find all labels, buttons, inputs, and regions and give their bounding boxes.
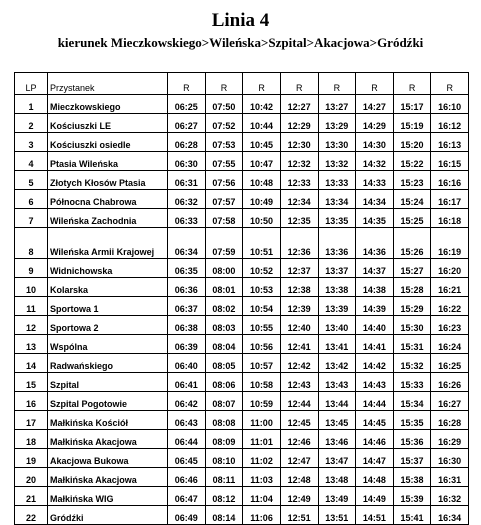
- departure-time: 14:30: [356, 133, 394, 152]
- departure-time: 11:04: [243, 487, 281, 506]
- departure-time: 12:37: [280, 259, 318, 278]
- table-row: [15, 209, 469, 228]
- departure-time: 15:24: [393, 190, 431, 209]
- departure-time: 11:02: [243, 449, 281, 468]
- row-number: 3: [15, 133, 48, 152]
- departure-time: 14:49: [356, 487, 394, 506]
- departure-time: 13:46: [318, 430, 356, 449]
- departure-time: 13:39: [318, 297, 356, 316]
- departure-time: 13:40: [318, 316, 356, 335]
- row-number: 9: [15, 259, 48, 278]
- row-number: 20: [15, 468, 48, 487]
- departure-time: 16:16: [431, 171, 469, 190]
- row-number: 15: [15, 373, 48, 392]
- departure-time: 10:54: [243, 297, 281, 316]
- departure-time: 13:41: [318, 335, 356, 354]
- departure-time: 13:35: [318, 209, 356, 228]
- departure-time: 06:27: [168, 114, 206, 133]
- table-row: [15, 373, 469, 392]
- departure-time: 15:27: [393, 259, 431, 278]
- departure-time: 12:45: [280, 411, 318, 430]
- departure-time: 12:51: [280, 506, 318, 525]
- table-row: [15, 468, 469, 487]
- departure-time: 14:33: [356, 171, 394, 190]
- departure-time: 08:06: [205, 373, 243, 392]
- stop-name: Wspólna: [48, 335, 168, 354]
- departure-time: 14:43: [356, 373, 394, 392]
- departure-time: 15:20: [393, 133, 431, 152]
- departure-time: 08:10: [205, 449, 243, 468]
- departure-time: 16:12: [431, 114, 469, 133]
- departure-time: 16:21: [431, 278, 469, 297]
- departure-time: 12:35: [280, 209, 318, 228]
- departure-time: 08:12: [205, 487, 243, 506]
- departure-time: 14:41: [356, 335, 394, 354]
- departure-time: 10:42: [243, 95, 281, 114]
- route-direction: kierunek Mieczkowskiego>Wileńska>Szpital>Akacjowa>Gródźki: [57, 35, 424, 50]
- departure-time: 08:09: [205, 430, 243, 449]
- header-run: R: [356, 73, 394, 95]
- departure-time: 15:17: [393, 95, 431, 114]
- departure-time: 13:44: [318, 392, 356, 411]
- departure-time: 06:45: [168, 449, 206, 468]
- table-row: [15, 152, 469, 171]
- departure-time: 15:32: [393, 354, 431, 373]
- table-row: [15, 95, 469, 114]
- departure-time: 12:27: [280, 95, 318, 114]
- departure-time: 14:48: [356, 468, 394, 487]
- row-number: 19: [15, 449, 48, 468]
- table-row: [15, 430, 469, 449]
- stop-name: Sportowa 1: [48, 297, 168, 316]
- departure-time: 15:26: [393, 228, 431, 259]
- table-row: [15, 297, 469, 316]
- departure-time: 13:34: [318, 190, 356, 209]
- departure-time: 08:02: [205, 297, 243, 316]
- departure-time: 16:32: [431, 487, 469, 506]
- departure-time: 08:00: [205, 259, 243, 278]
- row-number: 11: [15, 297, 48, 316]
- departure-time: 07:59: [205, 228, 243, 259]
- departure-time: 16:24: [431, 335, 469, 354]
- departure-time: 08:08: [205, 411, 243, 430]
- departure-time: 14:44: [356, 392, 394, 411]
- departure-time: 12:30: [280, 133, 318, 152]
- departure-time: 10:56: [243, 335, 281, 354]
- table-row: [15, 278, 469, 297]
- row-number: 16: [15, 392, 48, 411]
- departure-time: 13:45: [318, 411, 356, 430]
- table-row: [15, 114, 469, 133]
- header-run: R: [280, 73, 318, 95]
- departure-time: 14:34: [356, 190, 394, 209]
- departure-time: 14:40: [356, 316, 394, 335]
- departure-time: 13:42: [318, 354, 356, 373]
- departure-time: 15:41: [393, 506, 431, 525]
- timetable-title: Linia 4: [211, 10, 270, 31]
- departure-time: 10:57: [243, 354, 281, 373]
- departure-time: 06:43: [168, 411, 206, 430]
- departure-time: 15:30: [393, 316, 431, 335]
- departure-time: 13:29: [318, 114, 356, 133]
- departure-time: 15:36: [393, 430, 431, 449]
- row-number: 21: [15, 487, 48, 506]
- departure-time: 08:04: [205, 335, 243, 354]
- departure-time: 13:38: [318, 278, 356, 297]
- departure-time: 08:03: [205, 316, 243, 335]
- stop-name: Małkińska WIG: [48, 487, 168, 506]
- departure-time: 06:31: [168, 171, 206, 190]
- departure-time: 13:27: [318, 95, 356, 114]
- departure-time: 08:01: [205, 278, 243, 297]
- row-number: 8: [15, 228, 48, 259]
- departure-time: 12:40: [280, 316, 318, 335]
- departure-time: 12:48: [280, 468, 318, 487]
- stop-name: Kościuszki osiedle: [48, 133, 168, 152]
- departure-time: 13:37: [318, 259, 356, 278]
- departure-time: 06:39: [168, 335, 206, 354]
- departure-time: 15:38: [393, 468, 431, 487]
- departure-time: 12:47: [280, 449, 318, 468]
- row-number: 4: [15, 152, 48, 171]
- stop-name: Gródźki: [48, 506, 168, 525]
- departure-time: 07:53: [205, 133, 243, 152]
- departure-time: 06:33: [168, 209, 206, 228]
- departure-time: 07:52: [205, 114, 243, 133]
- departure-time: 14:46: [356, 430, 394, 449]
- stop-name: Akacjowa Bukowa: [48, 449, 168, 468]
- departure-time: 13:49: [318, 487, 356, 506]
- departure-time: 10:52: [243, 259, 281, 278]
- header-stop: Przystanek: [48, 73, 168, 95]
- departure-time: 12:41: [280, 335, 318, 354]
- table-row: [15, 354, 469, 373]
- departure-time: 12:44: [280, 392, 318, 411]
- departure-time: 16:29: [431, 430, 469, 449]
- stop-name: Wileńska Zachodnia: [48, 209, 168, 228]
- departure-time: 15:22: [393, 152, 431, 171]
- stop-name: Małkińska Akacjowa: [48, 430, 168, 449]
- departure-time: 14:37: [356, 259, 394, 278]
- departure-time: 10:51: [243, 228, 281, 259]
- departure-time: 10:55: [243, 316, 281, 335]
- departure-time: 07:58: [205, 209, 243, 228]
- departure-time: 14:29: [356, 114, 394, 133]
- departure-time: 12:29: [280, 114, 318, 133]
- departure-time: 12:33: [280, 171, 318, 190]
- stop-name: Małkińska Kościół: [48, 411, 168, 430]
- table-row: [15, 335, 469, 354]
- departure-time: 06:32: [168, 190, 206, 209]
- row-number: 17: [15, 411, 48, 430]
- departure-time: 15:31: [393, 335, 431, 354]
- departure-time: 16:17: [431, 190, 469, 209]
- stop-name: Radwańskiego: [48, 354, 168, 373]
- departure-time: 15:34: [393, 392, 431, 411]
- departure-time: 13:30: [318, 133, 356, 152]
- departure-time: 08:07: [205, 392, 243, 411]
- departure-time: 12:38: [280, 278, 318, 297]
- table-row: [15, 487, 469, 506]
- departure-time: 06:42: [168, 392, 206, 411]
- departure-time: 06:41: [168, 373, 206, 392]
- departure-time: 10:50: [243, 209, 281, 228]
- row-number: 10: [15, 278, 48, 297]
- row-number: 18: [15, 430, 48, 449]
- departure-time: 15:37: [393, 449, 431, 468]
- header-run: R: [393, 73, 431, 95]
- table-row: [15, 190, 469, 209]
- departure-time: 06:28: [168, 133, 206, 152]
- departure-time: 14:35: [356, 209, 394, 228]
- departure-time: 07:50: [205, 95, 243, 114]
- row-number: 7: [15, 209, 48, 228]
- departure-time: 07:57: [205, 190, 243, 209]
- departure-time: 16:30: [431, 449, 469, 468]
- departure-time: 06:49: [168, 506, 206, 525]
- departure-time: 12:42: [280, 354, 318, 373]
- row-number: 6: [15, 190, 48, 209]
- stop-name: Szpital: [48, 373, 168, 392]
- departure-time: 16:23: [431, 316, 469, 335]
- departure-time: 11:03: [243, 468, 281, 487]
- header-run: R: [168, 73, 206, 95]
- departure-time: 13:36: [318, 228, 356, 259]
- departure-time: 10:59: [243, 392, 281, 411]
- departure-time: 12:39: [280, 297, 318, 316]
- departure-time: 12:49: [280, 487, 318, 506]
- row-number: 22: [15, 506, 48, 525]
- departure-time: 16:10: [431, 95, 469, 114]
- departure-time: 06:46: [168, 468, 206, 487]
- departure-time: 12:32: [280, 152, 318, 171]
- timetable: [14, 72, 469, 525]
- departure-time: 11:06: [243, 506, 281, 525]
- table-row: [15, 506, 469, 525]
- departure-time: 07:56: [205, 171, 243, 190]
- departure-time: 15:25: [393, 209, 431, 228]
- departure-time: 15:29: [393, 297, 431, 316]
- departure-time: 14:42: [356, 354, 394, 373]
- departure-time: 06:25: [168, 95, 206, 114]
- departure-time: 10:53: [243, 278, 281, 297]
- departure-time: 14:45: [356, 411, 394, 430]
- stop-name: Mieczkowskiego: [48, 95, 168, 114]
- departure-time: 16:25: [431, 354, 469, 373]
- table-row: [15, 259, 469, 278]
- row-number: 14: [15, 354, 48, 373]
- departure-time: 13:32: [318, 152, 356, 171]
- header-run: R: [243, 73, 281, 95]
- table-row: [15, 228, 469, 259]
- stop-name: Kościuszki LE: [48, 114, 168, 133]
- table-row: [15, 392, 469, 411]
- header-run: R: [205, 73, 243, 95]
- stop-name: Złotych Kłosów Ptasia: [48, 171, 168, 190]
- departure-time: 06:40: [168, 354, 206, 373]
- header-row: [15, 73, 469, 95]
- departure-time: 06:34: [168, 228, 206, 259]
- departure-time: 14:36: [356, 228, 394, 259]
- departure-time: 14:47: [356, 449, 394, 468]
- departure-time: 06:37: [168, 297, 206, 316]
- departure-time: 12:43: [280, 373, 318, 392]
- departure-time: 15:39: [393, 487, 431, 506]
- departure-time: 14:38: [356, 278, 394, 297]
- departure-time: 06:44: [168, 430, 206, 449]
- departure-time: 06:38: [168, 316, 206, 335]
- row-number: 2: [15, 114, 48, 133]
- departure-time: 10:49: [243, 190, 281, 209]
- stop-name: Widnichowska: [48, 259, 168, 278]
- stop-name: Sportowa 2: [48, 316, 168, 335]
- departure-time: 12:46: [280, 430, 318, 449]
- departure-time: 16:13: [431, 133, 469, 152]
- header-lp: LP: [15, 73, 48, 95]
- departure-time: 13:51: [318, 506, 356, 525]
- departure-time: 16:20: [431, 259, 469, 278]
- timetable-body: [15, 95, 469, 525]
- header-run: R: [431, 73, 469, 95]
- row-number: 13: [15, 335, 48, 354]
- departure-time: 13:33: [318, 171, 356, 190]
- departure-time: 06:47: [168, 487, 206, 506]
- departure-time: 16:26: [431, 373, 469, 392]
- departure-time: 10:58: [243, 373, 281, 392]
- table-row: [15, 316, 469, 335]
- departure-time: 08:14: [205, 506, 243, 525]
- stop-name: Północna Chabrowa: [48, 190, 168, 209]
- stop-name: Szpital Pogotowie: [48, 392, 168, 411]
- row-number: 5: [15, 171, 48, 190]
- departure-time: 16:34: [431, 506, 469, 525]
- departure-time: 16:31: [431, 468, 469, 487]
- departure-time: 08:11: [205, 468, 243, 487]
- departure-time: 14:32: [356, 152, 394, 171]
- departure-time: 11:01: [243, 430, 281, 449]
- departure-time: 11:00: [243, 411, 281, 430]
- departure-time: 08:05: [205, 354, 243, 373]
- departure-time: 16:22: [431, 297, 469, 316]
- departure-time: 16:19: [431, 228, 469, 259]
- departure-time: 15:19: [393, 114, 431, 133]
- departure-time: 06:35: [168, 259, 206, 278]
- departure-time: 12:36: [280, 228, 318, 259]
- departure-time: 14:27: [356, 95, 394, 114]
- departure-time: 10:48: [243, 171, 281, 190]
- table-row: [15, 411, 469, 430]
- departure-time: 14:51: [356, 506, 394, 525]
- departure-time: 13:47: [318, 449, 356, 468]
- departure-time: 06:36: [168, 278, 206, 297]
- departure-time: 15:33: [393, 373, 431, 392]
- departure-time: 13:43: [318, 373, 356, 392]
- stop-name: Wileńska Armii Krajowej: [48, 228, 168, 259]
- row-number: 1: [15, 95, 48, 114]
- departure-time: 16:15: [431, 152, 469, 171]
- departure-time: 10:44: [243, 114, 281, 133]
- departure-time: 16:27: [431, 392, 469, 411]
- table-row: [15, 449, 469, 468]
- departure-time: 06:30: [168, 152, 206, 171]
- row-number: 12: [15, 316, 48, 335]
- departure-time: 12:34: [280, 190, 318, 209]
- departure-time: 10:47: [243, 152, 281, 171]
- stop-name: Małkińska Akacjowa: [48, 468, 168, 487]
- stop-name: Ptasia Wileńska: [48, 152, 168, 171]
- departure-time: 10:45: [243, 133, 281, 152]
- table-row: [15, 133, 469, 152]
- departure-time: 13:48: [318, 468, 356, 487]
- departure-time: 15:28: [393, 278, 431, 297]
- departure-time: 16:28: [431, 411, 469, 430]
- table-row: [15, 171, 469, 190]
- header-run: R: [318, 73, 356, 95]
- departure-time: 15:35: [393, 411, 431, 430]
- departure-time: 15:23: [393, 171, 431, 190]
- departure-time: 07:55: [205, 152, 243, 171]
- departure-time: 14:39: [356, 297, 394, 316]
- stop-name: Kolarska: [48, 278, 168, 297]
- departure-time: 16:18: [431, 209, 469, 228]
